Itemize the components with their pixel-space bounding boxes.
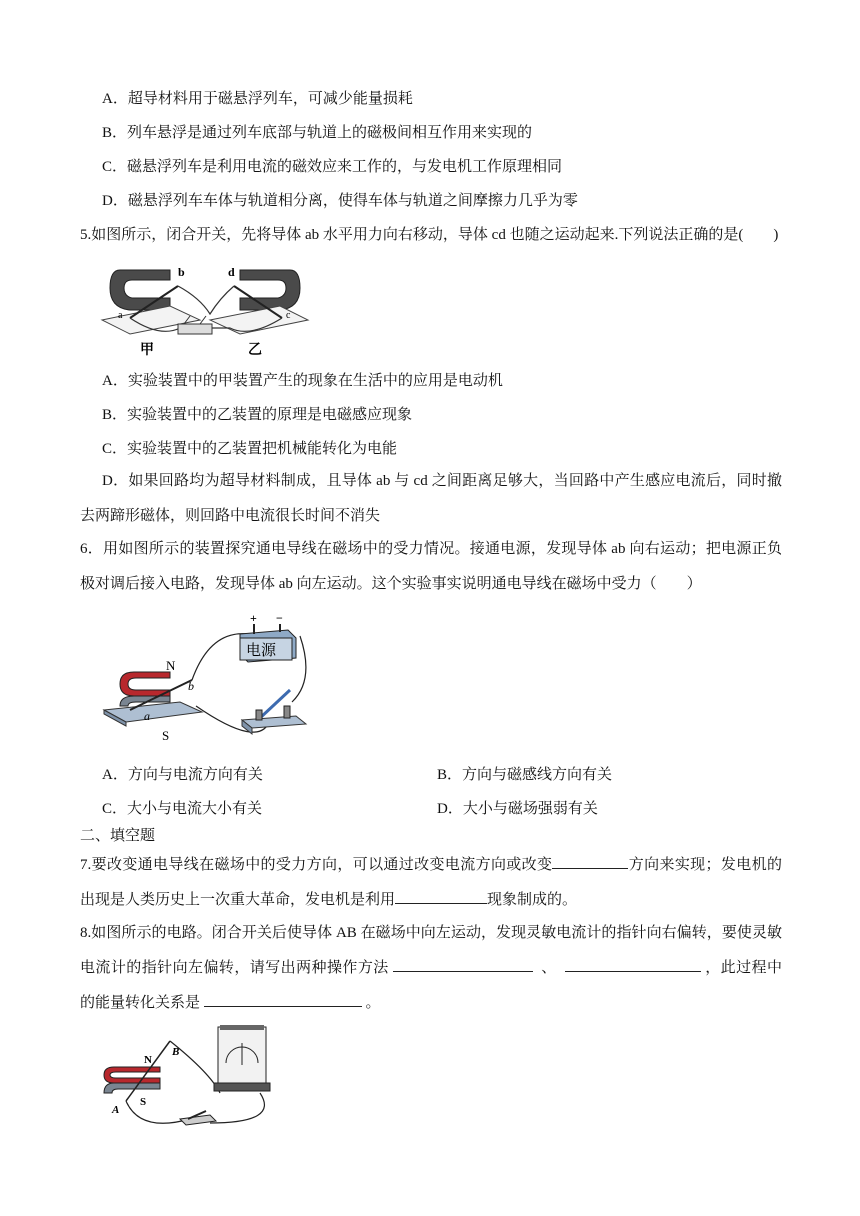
- q8-text: [80, 916, 782, 1021]
- q7-blank-2[interactable]: [395, 887, 487, 904]
- q7-part3: 现象制成的。: [487, 892, 578, 908]
- q8-label-s: S: [140, 1096, 147, 1108]
- section-heading: 二、填空题: [80, 828, 156, 844]
- q5-label-jia: 甲: [140, 343, 154, 358]
- q6-label-minus: −: [276, 611, 283, 625]
- q7-blank-1[interactable]: [552, 852, 628, 869]
- q4-option-a: A．超导材料用于磁悬浮列车，可减少能量损耗: [102, 91, 413, 107]
- q5-label-yi: 乙: [248, 343, 262, 358]
- q5-label-a: a: [118, 310, 123, 321]
- q6-label-source: 电源: [246, 643, 277, 659]
- q6-figure: [100, 610, 310, 745]
- q5-option-d: D．如果回路均为超导材料制成，且导体 ab 与 cd 之间距离足够大，当回路中产生感应电流后，同时撤去两蹄形磁体，则回路中电流很长时间不消失: [80, 473, 782, 524]
- q8-label-b: B: [172, 1046, 180, 1058]
- q4-option-c: C．磁悬浮列车是利用电流的磁效应来工作的，与发电机工作原理相同: [102, 159, 563, 175]
- q6-label-plus: +: [250, 611, 257, 625]
- q5-label-d: d: [228, 265, 235, 279]
- q6-label-a: a: [144, 709, 150, 723]
- q8-figure: [100, 1023, 290, 1133]
- q5-option-a: A．实验装置中的甲装置产生的现象在生活中的应用是电动机: [102, 373, 503, 389]
- q6-label-n: N: [166, 658, 176, 673]
- q7-text: [80, 848, 782, 918]
- q5-option-b: B．实验装置中的乙装置的原理是电磁感应现象: [102, 407, 413, 423]
- q6-option-c: C．大小与电流大小有关: [102, 801, 263, 817]
- q6-option-a: A．方向与电流方向有关: [102, 767, 263, 783]
- q5-stem: 5.如图所示，闭合开关，先将导体 ab 水平用力向右移动，导体 cd 也随之运动起来.下列说法正确的是( ): [80, 227, 779, 243]
- q8-blank-2[interactable]: [565, 955, 701, 972]
- q7-part1: 7.要改变通电导线在磁场中的受力方向，可以通过改变电流方向或改变: [80, 857, 553, 873]
- q8-part3: 。: [365, 995, 381, 1011]
- q6-stem: 6．用如图所示的装置探究通电导线在磁场中的受力情况。接通电源，发现导体 ab 向右运动；把电源正负极对调后接入电路，发现导体 ab 向左运动。这个实验事实说明通电导线在磁场中受力（ ）: [80, 541, 782, 592]
- q6-option-b: B．方向与磁感线方向有关: [437, 767, 613, 783]
- q6-label-s: S: [162, 728, 170, 743]
- q8-sep: 、: [541, 960, 557, 976]
- q8-part2: ，此过程中的能量转化关系是: [80, 960, 782, 1011]
- q5-label-b: b: [178, 265, 185, 279]
- q7-part2: 方向来实现；发电机的出现是人类历史上一次重大革命，发电机是利用: [80, 857, 782, 908]
- q8-part1: 8.如图所示的电路。闭合开关后使导体 AB 在磁场中向左运动，发现灵敏电流计的指针向右偏转，要使灵敏电流计的指针向左偏转，请写出两种操作方法: [80, 925, 782, 976]
- q6-option-d: D．大小与磁场强弱有关: [437, 801, 598, 817]
- q8-blank-1[interactable]: [393, 955, 533, 972]
- q8-label-a: A: [112, 1104, 120, 1116]
- q5-figure: [100, 258, 310, 358]
- q8-label-n: N: [144, 1054, 152, 1066]
- q6-label-b: b: [188, 679, 194, 693]
- q5-label-c: c: [286, 310, 291, 321]
- q4-option-d: D．磁悬浮列车车体与轨道相分离，使得车体与轨道之间摩擦力几乎为零: [102, 193, 578, 209]
- q8-blank-3[interactable]: [204, 990, 362, 1007]
- q5-option-c: C．实验装置中的乙装置把机械能转化为电能: [102, 441, 398, 457]
- q4-option-b: B．列车悬浮是通过列车底部与轨道上的磁极间相互作用来实现的: [102, 125, 533, 141]
